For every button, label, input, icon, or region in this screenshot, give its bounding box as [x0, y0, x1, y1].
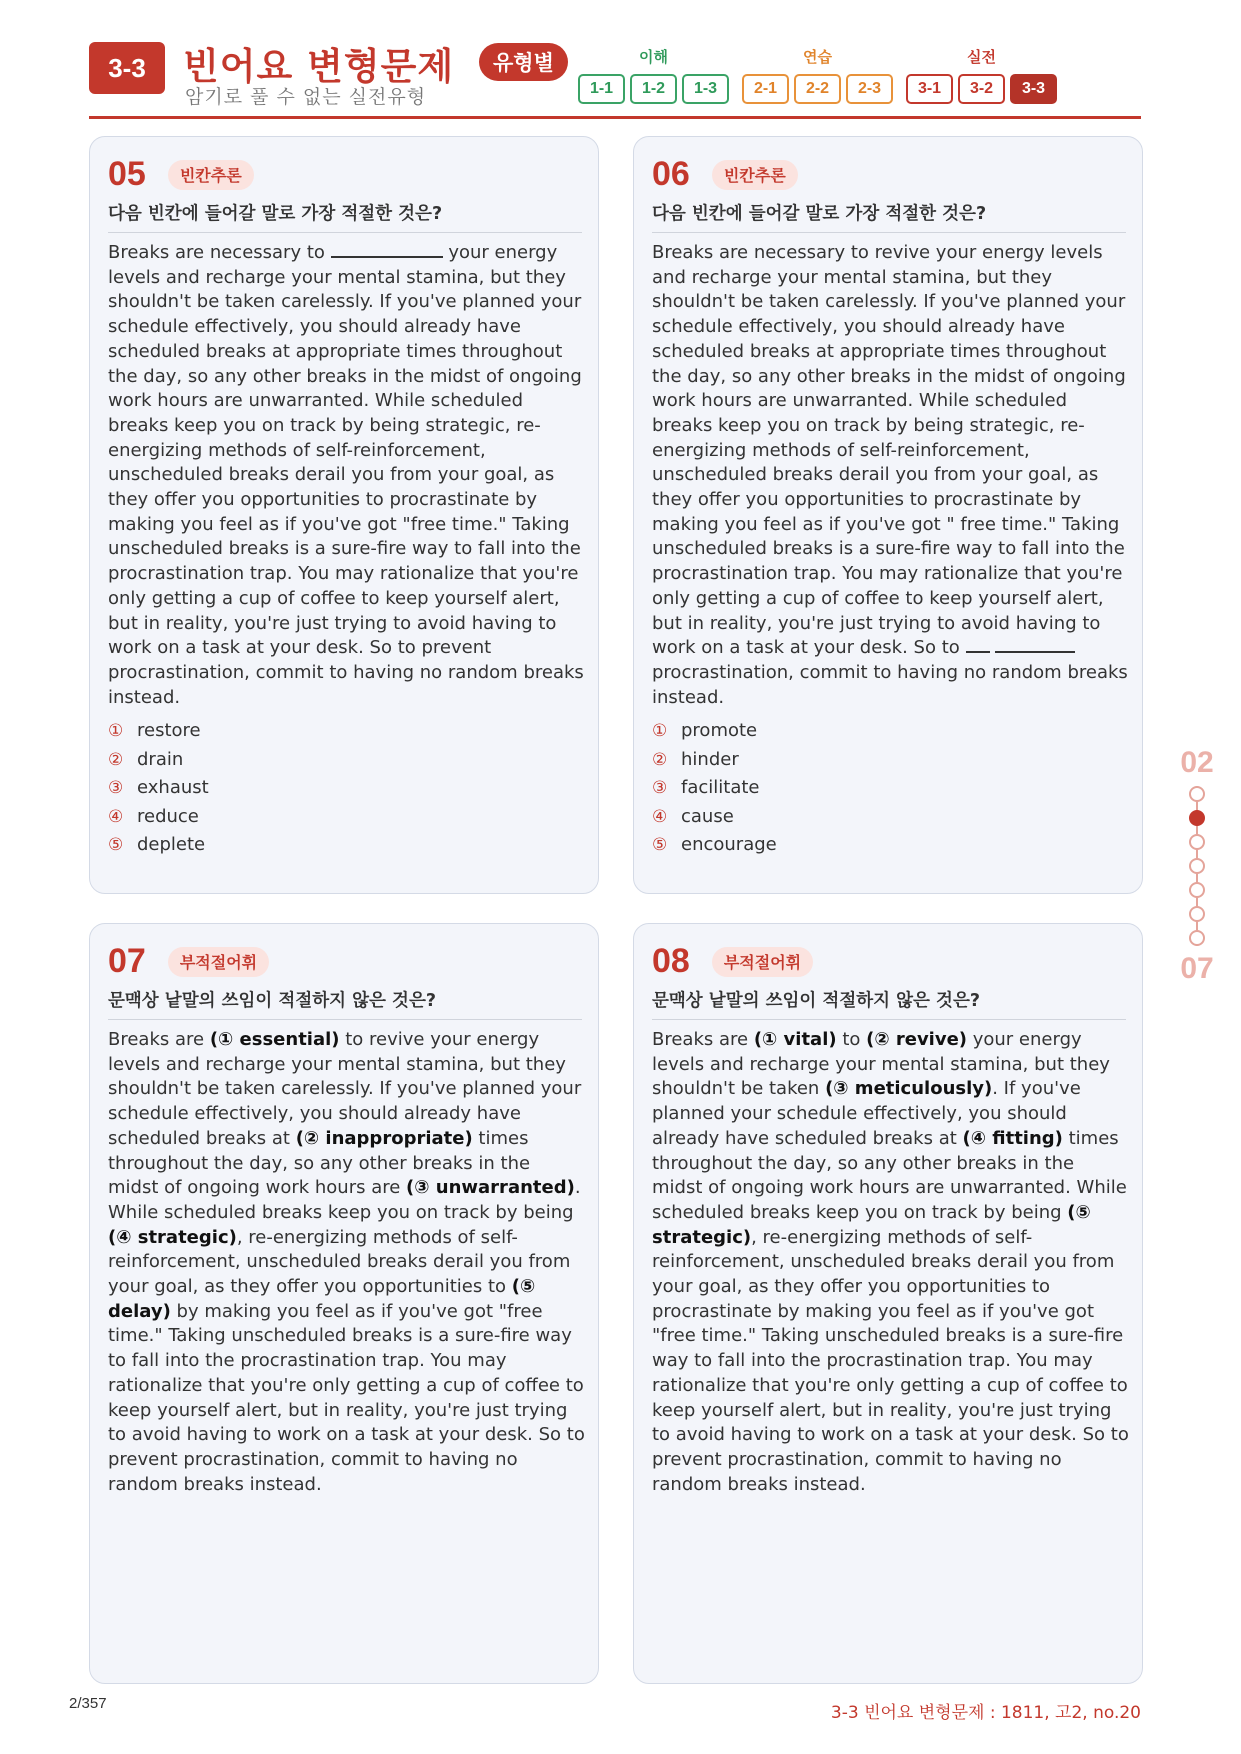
stage-group-practice [742, 46, 893, 104]
header-divider [89, 116, 1141, 119]
option-list [108, 717, 586, 860]
option-2[interactable] [108, 746, 586, 775]
question-instruction: 다음 빈칸에 들어갈 말로 가장 적절한 것은? [652, 200, 1126, 233]
option-text: drain [137, 748, 184, 770]
option-text: restore [137, 720, 201, 742]
option-list [652, 717, 1130, 860]
answer-blank [995, 637, 1075, 653]
page-subtitle: 암기로 풀 수 없는 실전유형 [185, 86, 427, 108]
stage-label: 연습 [803, 48, 832, 66]
option-text: facilitate [681, 777, 760, 799]
question-instruction: 다음 빈칸에 들어갈 말로 가장 적절한 것은? [108, 200, 582, 233]
question-body [652, 241, 1130, 860]
passage [108, 1028, 586, 1497]
option-marker: ⑤ [652, 835, 668, 856]
option-marker: ④ [652, 806, 668, 827]
choice-word-2: (② inappropriate) [295, 1127, 473, 1149]
choice-word-3: (③ unwarranted) [406, 1177, 575, 1199]
nav-dot[interactable] [1189, 906, 1205, 922]
choice-word-1: (① essential) [209, 1029, 340, 1050]
passage-text: times throughout the day, so any other breaks in the midst of ongoing work hours are [108, 1127, 531, 1199]
tab-3-3[interactable]: 3-3 [1010, 74, 1057, 104]
passage-text: , re-energizing methods of self-reinforcement, unscheduled breaks derail you from your goal, as they offer you opportunities to procrastinate by making you feel as if you've got "free time." Taking unscheduled breaks is a sure-fire way to fall into the procrastination trap. You may rationalize that you're only getting a cup of coffee to keep yourself alert, but in reality, you're just trying to avoid having to work on a task at your desk. So to prevent procrastination, commit to having no random breaks instead. [652, 1226, 1129, 1495]
option-text: hinder [681, 748, 739, 770]
question-range-nav [1172, 746, 1222, 986]
passage-text: Breaks are [652, 1029, 754, 1050]
nav-dot[interactable] [1189, 858, 1205, 874]
nav-dot[interactable] [1189, 834, 1205, 850]
question-card-08 [633, 923, 1143, 1684]
passage-text: by making you feel as if you've got "free time." Taking unscheduled breaks is a sure-fire way to fall into the procrastination trap. You may rationalize that you're only getting a cup of coffee to keep yourself alert, but in reality, you're just trying to avoid having to work on a task at your desk. So to prevent procrastination, commit to having no random breaks instead. [108, 1300, 585, 1495]
footer-source: 3-3 빈어요 변형문제 : 1811, 고2, no.20 [830, 1703, 1141, 1723]
passage-text: to revive your energy levels and recharge your mental stamina, but they shouldn't be taken carelessly. If you've planned your schedule effectively, you should already have scheduled breaks at [108, 1029, 582, 1149]
passage [108, 241, 586, 710]
question-number: 05 [108, 155, 146, 193]
page-title: 빈어요 변형문제 [183, 45, 455, 88]
option-text: deplete [137, 834, 206, 856]
question-type-badge: 빈칸추론 [168, 160, 254, 190]
option-marker: ③ [108, 778, 124, 799]
option-marker: ① [652, 721, 668, 742]
question-body [108, 241, 586, 860]
passage-text: times throughout the day, so any other breaks in the midst of ongoing work hours are unwarranted. While scheduled breaks keep you on track by being [652, 1127, 1127, 1223]
nav-dot[interactable] [1189, 786, 1205, 802]
tab-3-2[interactable]: 3-2 [958, 74, 1005, 104]
passage-text: to [836, 1029, 867, 1050]
option-5[interactable] [652, 831, 1130, 860]
page-header [89, 36, 1141, 120]
stage-label: 실전 [967, 48, 996, 66]
passage-text: your energy levels and recharge your mental stamina, but they shouldn't be taken [652, 1029, 1110, 1100]
question-instruction: 문맥상 낱말의 쓰임이 적절하지 않은 것은? [652, 987, 1126, 1020]
option-marker: ③ [652, 778, 668, 799]
unit-badge: 3-3 [89, 42, 165, 94]
question-card-05 [89, 136, 599, 894]
question-number: 07 [108, 942, 146, 980]
range-start: 02 [1180, 746, 1214, 779]
nav-dot[interactable] [1189, 882, 1205, 898]
question-type-badge: 부적절어휘 [712, 947, 813, 977]
stage-group-actual [906, 46, 1057, 104]
passage-text: Breaks are necessary to revive your energy levels and recharge your mental stamina, but they shouldn't be taken carelessly. If you've planned your schedule effectively, you should already have scheduled breaks at appropriate times throughout the day, so any other breaks in the midst of ongoing work hours are unwarranted. While scheduled breaks keep you on track by being strategic, re-energizing methods of self-reinforcement, unscheduled breaks derail you from your goal, as they offer you opportunities to procrastinate by making you feel as if you've got " free time." Taking unscheduled breaks is a sure-fire way to fall into the procrastination trap. You may rationalize that you're only getting a cup of coffee to keep yourself alert, but in reality, you're just trying to avoid having to work on a task at your desk. So to [652, 242, 1126, 659]
option-text: cause [681, 805, 734, 827]
option-marker: ⑤ [108, 835, 124, 856]
option-text: exhaust [137, 777, 209, 799]
option-3[interactable] [108, 774, 586, 803]
question-card-07 [89, 923, 599, 1684]
question-card-06 [633, 136, 1143, 894]
passage-text: . While scheduled breaks keep you on track by being [108, 1177, 581, 1223]
choice-word-4: (④ fitting) [962, 1127, 1063, 1149]
choice-word-2: (② revive) [866, 1029, 968, 1050]
passage-text: your energy levels and recharge your mental stamina, but they shouldn't be taken carelessly. If you've planned your schedule effectively, you should already have scheduled breaks at appropriate times throughout the day, so any other breaks in the midst of ongoing work hours are unwarranted. While scheduled breaks keep you on track by being strategic, re-energizing methods of self-reinforcement, unscheduled breaks derail you from your goal, as they offer you opportunities to procrastinate by making you feel as if you've got "free time." Taking unscheduled breaks is a sure-fire way to fall into the procrastination trap. You may rationalize that you're only getting a cup of coffee to keep yourself alert, but in reality, you're just trying to avoid having to work on a task at your desk. So to prevent procrastination, commit to having no random breaks instead. [108, 242, 584, 708]
option-1[interactable] [108, 717, 586, 746]
option-marker: ① [108, 721, 124, 742]
option-text: promote [681, 720, 758, 742]
passage-text: procrastination, commit to having no random breaks instead. [652, 661, 1128, 708]
choice-word-3: (③ meticulously) [825, 1078, 993, 1100]
passage-text: . If you've planned your schedule effectively, you should already have scheduled breaks at [652, 1078, 1081, 1149]
question-number: 06 [652, 155, 690, 193]
choice-word-1: (① vital) [753, 1029, 837, 1050]
option-marker: ④ [108, 806, 124, 827]
option-marker: ② [108, 749, 124, 770]
passage [652, 1028, 1130, 1497]
progress-track [1172, 786, 1222, 946]
tab-3-1[interactable]: 3-1 [906, 74, 953, 104]
tab-1-1[interactable]: 1-1 [578, 74, 625, 104]
range-end: 07 [1180, 952, 1214, 985]
tab-2-2[interactable]: 2-2 [794, 74, 841, 104]
choice-word-5: (⑤ delay) [108, 1276, 536, 1322]
option-4[interactable] [652, 803, 1130, 832]
choice-word-4: (④ strategic) [108, 1226, 237, 1248]
nav-dot-active[interactable] [1189, 810, 1205, 826]
option-2[interactable] [652, 746, 1130, 775]
tab-1-2[interactable]: 1-2 [630, 74, 677, 104]
question-instruction: 문맥상 낱말의 쓰임이 적절하지 않은 것은? [108, 987, 582, 1020]
question-type-badge: 빈칸추론 [712, 160, 798, 190]
option-text: reduce [137, 805, 199, 827]
passage [652, 241, 1130, 710]
tab-1-3[interactable]: 1-3 [682, 74, 729, 104]
question-type-badge: 부적절어휘 [168, 947, 269, 977]
option-1[interactable] [652, 717, 1130, 746]
choice-word-5: (⑤ strategic) [652, 1201, 1091, 1248]
option-text: encourage [681, 834, 777, 856]
stage-label: 이해 [639, 48, 668, 66]
passage-text: , re-energizing methods of self-reinforcement, unscheduled breaks derail you from your goal, as they offer you opportunities to [108, 1226, 571, 1298]
stage-group-understanding [578, 46, 729, 104]
tab-2-3[interactable]: 2-3 [846, 74, 893, 104]
passage-text: Breaks are necessary to [108, 242, 331, 263]
tab-2-1[interactable]: 2-1 [742, 74, 789, 104]
page-number: 2/357 [69, 1695, 107, 1712]
type-badge: 유형별 [479, 43, 568, 81]
answer-blank [966, 637, 990, 653]
passage-text: Breaks are [108, 1029, 210, 1050]
question-number: 08 [652, 942, 690, 980]
option-marker: ② [652, 749, 668, 770]
option-5[interactable] [108, 831, 586, 860]
nav-dot[interactable] [1189, 930, 1205, 946]
answer-blank [331, 242, 443, 258]
option-3[interactable] [652, 774, 1130, 803]
option-4[interactable] [108, 803, 586, 832]
